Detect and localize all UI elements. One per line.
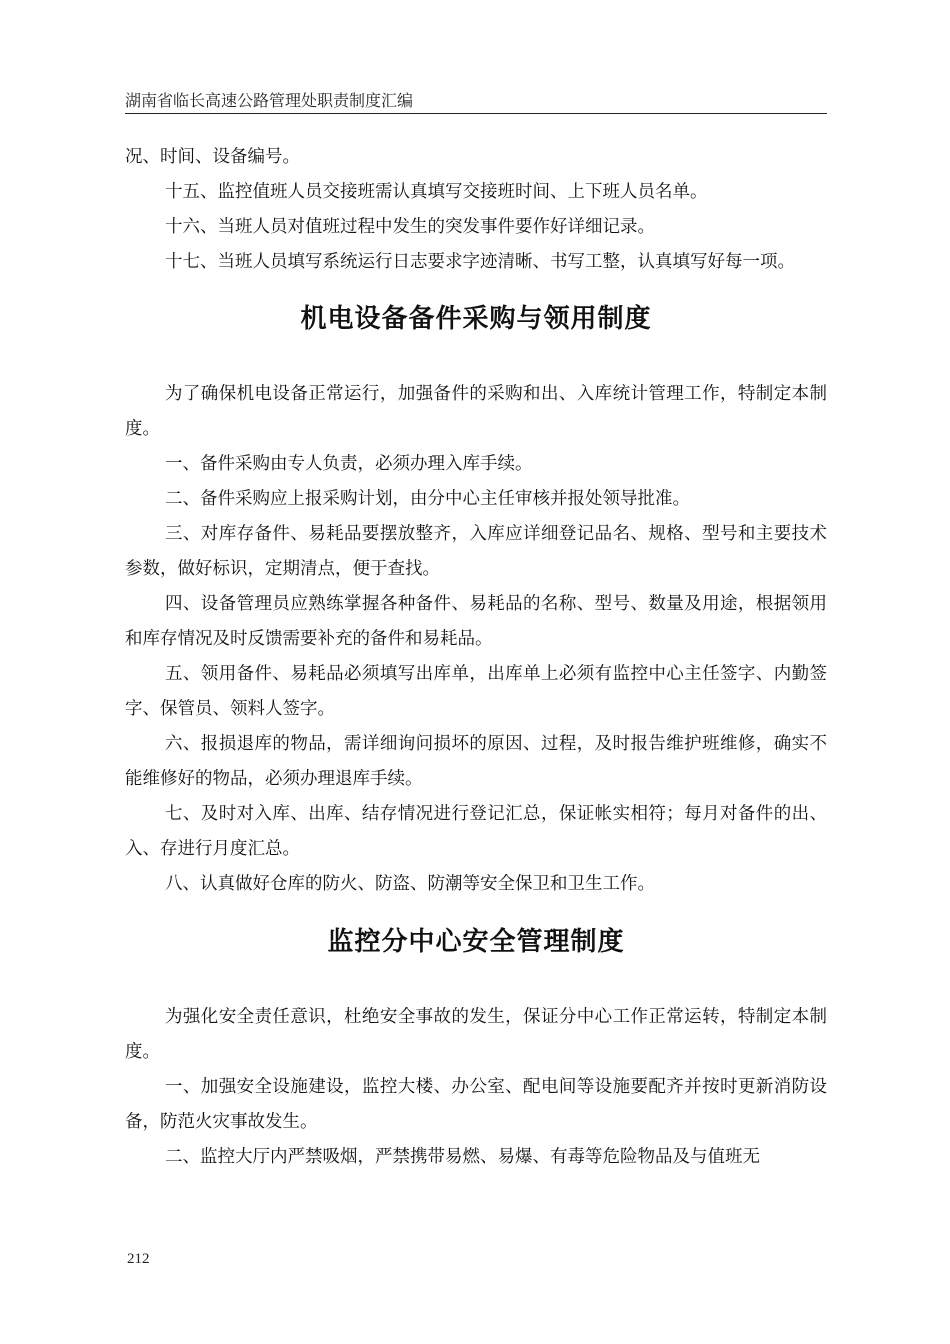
paragraph: 七、及时对入库、出库、结存情况进行登记汇总，保证帐实相符；每月对备件的出、入、存进行月度汇总。	[125, 804, 827, 859]
paragraph: 二、监控大厅内严禁吸烟，严禁携带易燃、易爆、有毒等危险物品及与值班无	[165, 1147, 760, 1167]
section-title: 机电设备备件采购与领用制度	[300, 304, 652, 334]
paragraph: 二、备件采购应上报采购计划，由分中心主任审核并报处领导批准。	[165, 489, 690, 509]
paragraph: 十六、当班人员对值班过程中发生的突发事件要作好详细记录。	[165, 217, 655, 237]
paragraph: 八、认真做好仓库的防火、防盗、防潮等安全保卫和卫生工作。	[165, 874, 655, 894]
header-divider	[125, 113, 827, 114]
paragraph: 十七、当班人员填写系统运行日志要求字迹清晰、书写工整，认真填写好每一项。	[165, 252, 795, 272]
paragraph: 三、对库存备件、易耗品要摆放整齐，入库应详细登记品名、规格、型号和主要技术参数，做好标识，定期清点，便于查找。	[125, 524, 827, 579]
section-title: 监控分中心安全管理制度	[327, 927, 625, 957]
document-body	[125, 140, 827, 1175]
paragraph: 为了确保机电设备正常运行，加强备件的采购和出、入库统计管理工作，特制定本制度。	[125, 384, 827, 439]
paragraph: 四、设备管理员应熟练掌握各种备件、易耗品的名称、型号、数量及用途，根据领用和库存情况及时反馈需要补充的备件和易耗品。	[125, 594, 827, 649]
running-header: 湖南省临长高速公路管理处职责制度汇编	[125, 91, 414, 110]
page-number: 212	[127, 1251, 150, 1267]
paragraph: 十五、监控值班人员交接班需认真填写交接班时间、上下班人员名单。	[165, 182, 708, 202]
paragraph: 一、备件采购由专人负责，必须办理入库手续。	[165, 454, 533, 474]
paragraph: 六、报损退库的物品，需详细询问损坏的原因、过程，及时报告维护班维修，确实不能维修好的物品，必须办理退库手续。	[125, 734, 827, 789]
paragraph: 一、加强安全设施建设，监控大楼、办公室、配电间等设施要配齐并按时更新消防设备，防范火灾事故发生。	[125, 1077, 827, 1132]
paragraph: 五、领用备件、易耗品必须填写出库单，出库单上必须有监控中心主任签字、内勤签字、保管员、领料人签字。	[125, 664, 827, 719]
paragraph: 为强化安全责任意识，杜绝安全事故的发生，保证分中心工作正常运转，特制定本制度。	[125, 1007, 827, 1062]
paragraph: 况、时间、设备编号。	[125, 147, 300, 167]
